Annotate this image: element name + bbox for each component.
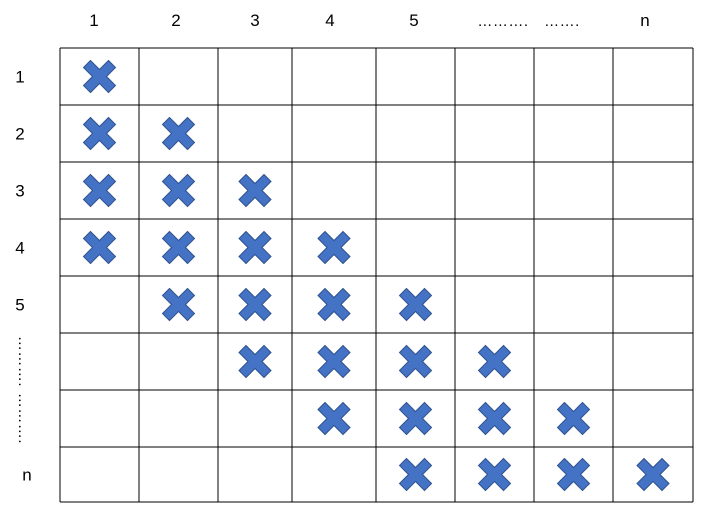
- x-mark-icon: [163, 232, 195, 264]
- x-mark-icon: [84, 232, 116, 264]
- x-mark-icon: [318, 232, 350, 264]
- x-mark-icon: [163, 289, 195, 321]
- matrix-grid: [60, 48, 693, 502]
- column-header: 1: [89, 11, 99, 30]
- column-header: …….: [544, 13, 580, 30]
- x-mark-icon: [479, 459, 511, 491]
- row-header: n: [22, 465, 32, 485]
- row-header: ……….: [15, 335, 33, 388]
- row-header: 2: [15, 124, 25, 144]
- row-header: 4: [15, 238, 25, 258]
- x-mark-icon: [318, 289, 350, 321]
- x-mark-icon: [400, 289, 432, 321]
- x-mark-icon: [84, 61, 116, 93]
- column-header: 3: [250, 11, 260, 30]
- x-mark-icon: [84, 175, 116, 207]
- x-mark-icon: [239, 175, 271, 207]
- x-mark-icon: [84, 118, 116, 150]
- x-mark-icon: [558, 459, 590, 491]
- x-mark-icon: [239, 289, 271, 321]
- x-mark-icon: [163, 118, 195, 150]
- row-header: 1: [15, 67, 25, 87]
- x-mark-icon: [400, 346, 432, 378]
- row-header: ……….: [15, 392, 33, 445]
- row-headers: [15, 68, 32, 485]
- x-mark-icon: [400, 403, 432, 435]
- x-mark-icon: [558, 403, 590, 435]
- column-header: 5: [409, 11, 419, 30]
- x-mark-icon: [239, 346, 271, 378]
- column-header: n: [640, 11, 650, 30]
- column-header: ……….: [477, 13, 529, 30]
- row-header: 5: [15, 295, 25, 315]
- x-mark-icon: [318, 346, 350, 378]
- column-header: 2: [171, 11, 181, 30]
- x-mark-icon: [637, 459, 669, 491]
- x-mark-icon: [318, 403, 350, 435]
- column-header: 4: [325, 11, 335, 30]
- x-mark-icon: [163, 175, 195, 207]
- x-mark-icon: [239, 232, 271, 264]
- x-mark-icon: [400, 459, 432, 491]
- column-headers: [89, 11, 649, 30]
- x-mark-icon: [479, 403, 511, 435]
- row-header: 3: [15, 181, 25, 201]
- x-mark-icon: [479, 346, 511, 378]
